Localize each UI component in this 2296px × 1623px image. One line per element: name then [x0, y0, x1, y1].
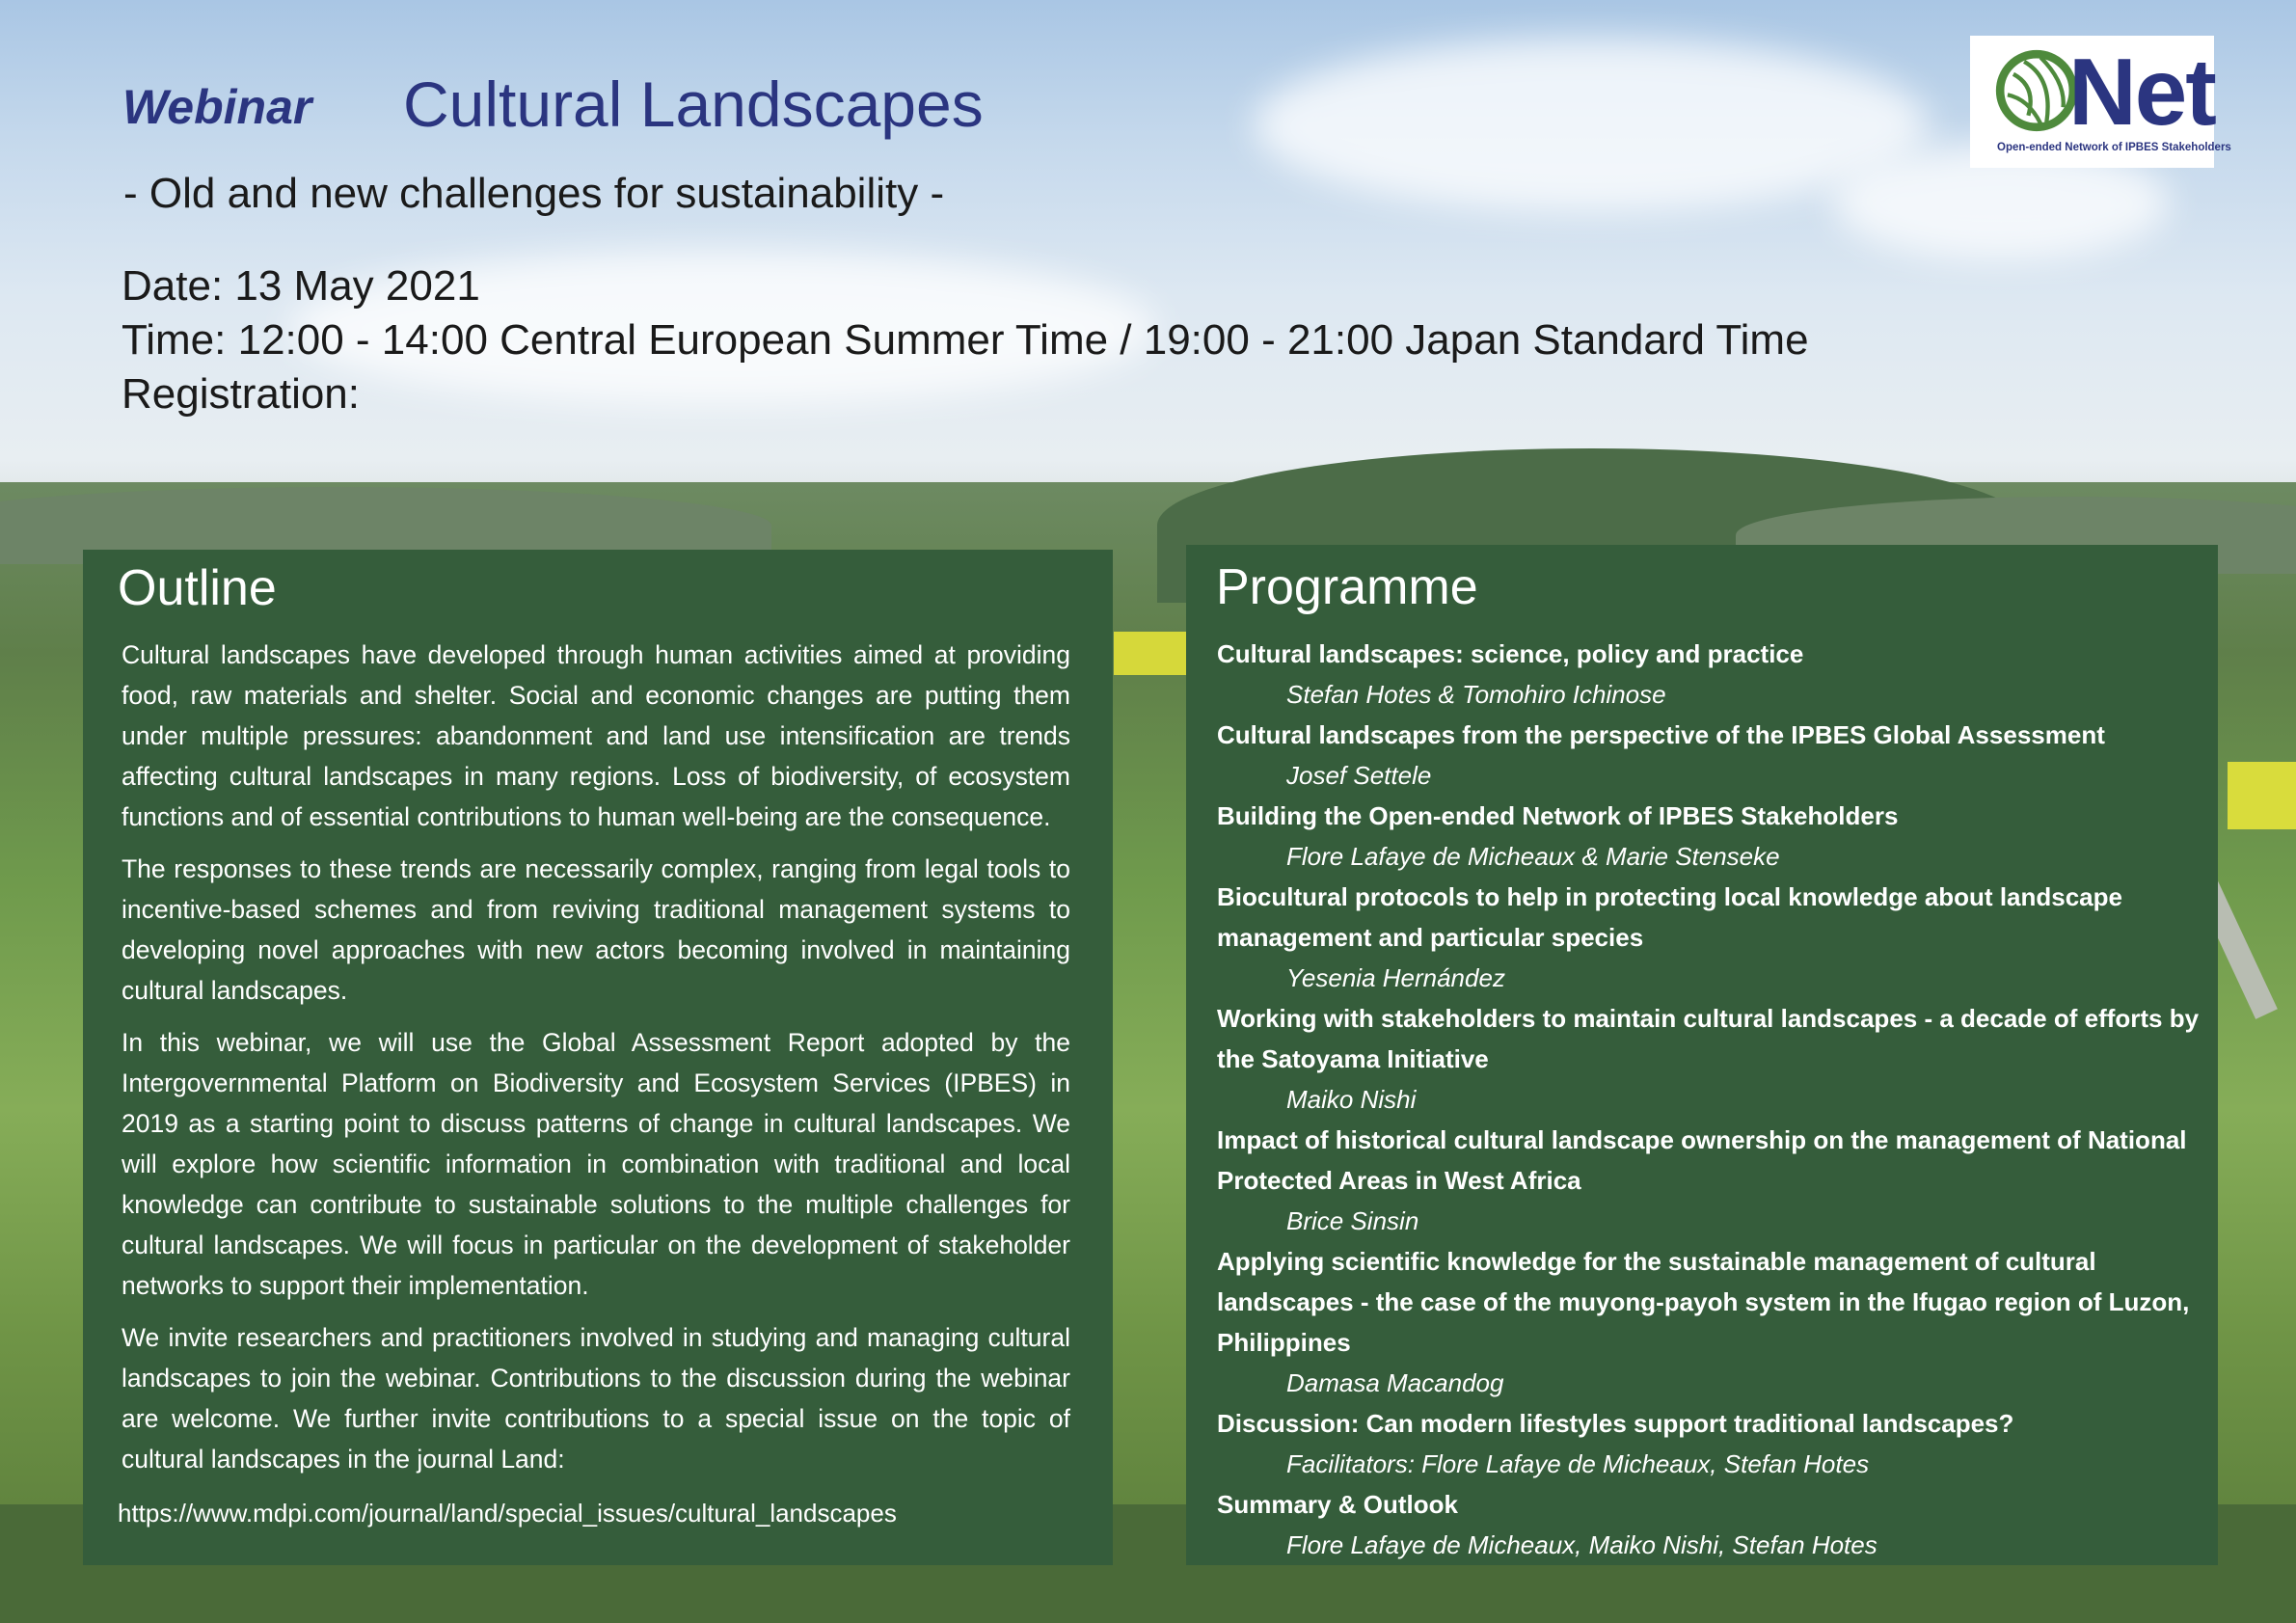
programme-item — [1217, 1484, 2201, 1565]
talk-title: Applying scientific knowledge for the sustainable management of cultural landscapes - the case of the muyong-payoh system in the Ifugao region of Luzon, Philippines — [1217, 1247, 2190, 1357]
page-title: Cultural Landscapes — [403, 68, 984, 140]
rapeseed-field — [1114, 632, 1186, 675]
rapeseed-field — [2228, 762, 2296, 829]
talk-title: Cultural landscapes: science, policy and practice — [1217, 639, 1804, 668]
logo-tagline: Open-ended Network of IPBES Stakeholders — [1997, 142, 2231, 153]
talk-speaker: Flore Lafaye de Micheaux & Marie Stenseke — [1286, 842, 1780, 871]
talk-title: Cultural landscapes from the perspective of the IPBES Global Assessment — [1217, 720, 2105, 749]
event-date: Date: 13 May 2021 — [122, 262, 480, 310]
programme-list — [1217, 634, 2201, 1565]
talk-speaker: Josef Settele — [1286, 761, 1432, 790]
talk-speaker: Yesenia Hernández — [1286, 963, 1505, 992]
talk-speaker: Brice Sinsin — [1286, 1206, 1419, 1235]
webinar-label: Webinar — [122, 80, 312, 134]
talk-title: Building the Open-ended Network of IPBES Stakeholders — [1217, 801, 1899, 830]
talk-speaker: Stefan Hotes & Tomohiro Ichinose — [1286, 680, 1666, 709]
programme-item — [1217, 634, 2201, 715]
programme-heading: Programme — [1216, 559, 1478, 615]
talk-title: Working with stakeholders to maintain cultural landscapes - a decade of efforts by the Satoyama Initiative — [1217, 1004, 2200, 1073]
onet-logo — [1970, 36, 2231, 168]
programme-item — [1217, 1120, 2201, 1241]
programme-item — [1217, 796, 2201, 877]
talk-title: Summary & Outlook — [1217, 1490, 1458, 1519]
outline-heading: Outline — [118, 560, 277, 616]
registration-label: Registration: — [122, 370, 361, 418]
programme-item — [1217, 1403, 2201, 1484]
programme-item — [1217, 715, 2201, 796]
logo-text: Net — [2068, 39, 2215, 145]
programme-item — [1217, 1241, 2201, 1403]
talk-title: Discussion: Can modern lifestyles support traditional landscapes? — [1217, 1409, 2014, 1438]
talk-title: Biocultural protocols to help in protecting local knowledge about landscape management and particular species — [1217, 882, 2122, 952]
programme-item — [1217, 877, 2201, 998]
programme-panel — [1186, 545, 2218, 1565]
talk-speaker: Facilitators: Flore Lafaye de Micheaux, Stefan Hotes — [1286, 1449, 1870, 1478]
event-time: Time: 12:00 - 14:00 Central European Summer Time / 19:00 - 21:00 Japan Standard Time — [122, 316, 1809, 364]
outline-panel — [83, 550, 1113, 1565]
outline-body — [122, 635, 1070, 1491]
talk-title: Impact of historical cultural landscape ownership on the management of National Protected Areas in West Africa — [1217, 1125, 2187, 1195]
outline-paragraph: The responses to these trends are necessarily complex, ranging from legal tools to incentive-based schemes and from reviving traditional management systems to developing novel approaches with new actors becoming involved in maintaining cultural landscapes. — [122, 854, 1070, 1005]
programme-item — [1217, 998, 2201, 1120]
outline-paragraph: We invite researchers and practitioners involved in studying and managing cultural landscapes to join the webinar. Contributions to the discussion during the webinar are welcome. We further invite contributions to a special issue on the topic of cultural landscapes in the journal Land: — [122, 1323, 1070, 1474]
outline-paragraph: Cultural landscapes have developed through human activities aimed at providing food, raw materials and shelter. Social and economic changes are putting them under multiple pressures: abandonment and land use intensification are trends affecting cultural landscapes in many regions. Loss of biodiversity, of ecosystem functions and of essential contributions to human well-being are the consequence. — [122, 640, 1070, 831]
special-issue-link[interactable]: https://www.mdpi.com/journal/land/special_issues/cultural_landscapes — [118, 1499, 897, 1528]
globe-icon — [1995, 49, 2078, 132]
cloud — [1254, 39, 1929, 212]
talk-speaker: Maiko Nishi — [1286, 1085, 1417, 1114]
talk-speaker: Damasa Macandog — [1286, 1368, 1504, 1397]
outline-paragraph: In this webinar, we will use the Global Assessment Report adopted by the Intergovernmental Platform on Biodiversity and Ecosystem Services (IPBES) in 2019 as a starting point to discuss patterns of change in cultural landscapes. We will explore how scientific information in combination with traditional and local knowledge can contribute to sustainable solutions to the multiple challenges for cultural landscapes. We will focus in particular on the development of stakeholder networks to support their implementation. — [122, 1028, 1070, 1300]
page-subtitle: - Old and new challenges for sustainability - — [123, 170, 945, 217]
talk-speaker: Flore Lafaye de Micheaux, Maiko Nishi, Stefan Hotes — [1286, 1530, 1877, 1559]
